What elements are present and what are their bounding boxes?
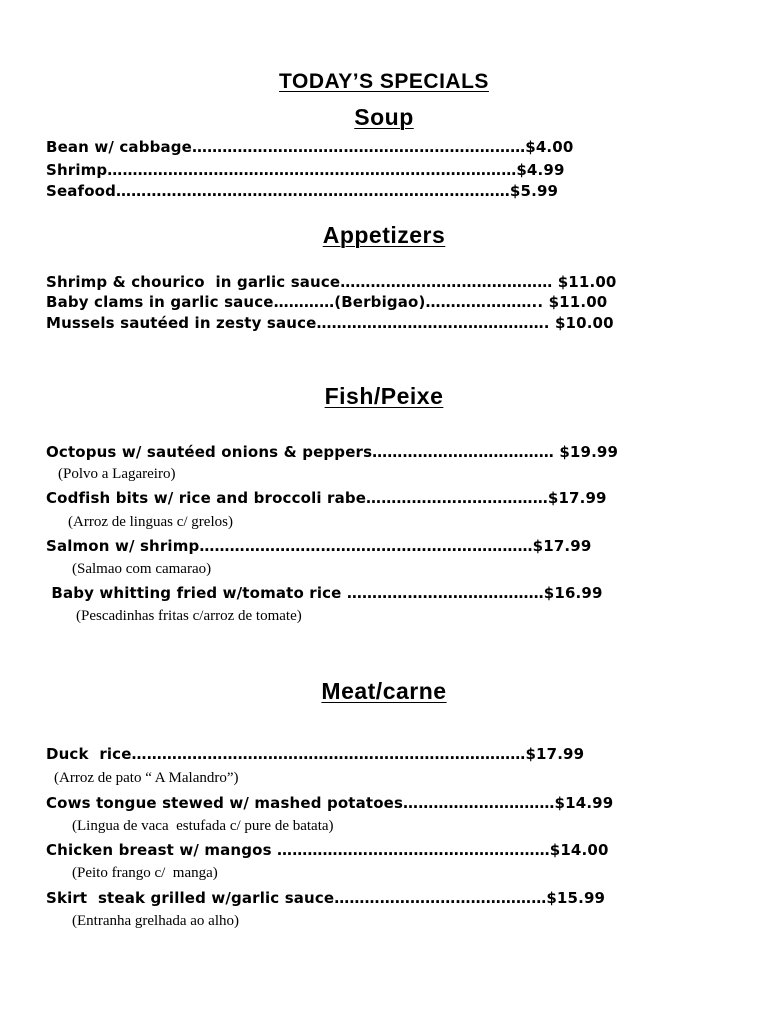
menu-item: Mussels sautéed in zesty sauce………………………………………. $10.00 (46, 314, 614, 332)
menu-item: Octopus w/ sautéed onions & peppers……………………………… $19.99 (46, 443, 619, 461)
menu-item-translation: (Peito frango c/ manga) (72, 865, 218, 881)
menu-item-translation: (Polvo a Lagareiro) (58, 466, 176, 482)
menu-item: Shrimp………………………………………………………………………$4.99 (46, 161, 565, 179)
menu-item: Shrimp & chourico in garlic sauce…………………………………… $11.00 (46, 273, 617, 291)
page-title: TODAY’S SPECIALS (279, 70, 489, 93)
menu-item-translation: (Salmao com camarao) (72, 561, 212, 577)
menu-item: Salmon w/ shrimp…………………………………………………………$17.99 (46, 537, 592, 555)
menu-item: Seafood……………………………………………………………………$5.99 (46, 182, 559, 200)
menu-item: Codfish bits w/ rice and broccoli rabe………………………………$17.99 (46, 489, 607, 507)
menu-item: Baby whitting fried w/tomato rice …………………………………$16.99 (46, 584, 603, 602)
section-heading-fish: Fish/Peixe (324, 383, 444, 409)
menu-item: Cows tongue stewed w/ mashed potatoes…………………………$14.99 (46, 794, 614, 812)
section-heading-appetizers: Appetizers (322, 222, 446, 248)
menu-item: Bean w/ cabbage…………………………………………………………$4.00 (46, 138, 574, 156)
menu-item: Skirt steak grilled w/garlic sauce……………………………………$15.99 (46, 889, 606, 907)
menu-item-translation: (Arroz de pato “ A Malandro”) (54, 770, 239, 786)
section-heading-soup: Soup (354, 104, 414, 130)
menu-item: Baby clams in garlic sauce…………(Berbigao)………………….. $11.00 (46, 293, 608, 311)
menu-item-translation: (Entranha grelhada ao alho) (72, 913, 239, 929)
menu-item-translation: (Arroz de linguas c/ grelos) (68, 514, 233, 530)
menu-item-translation: (Pescadinhas fritas c/arroz de tomate) (76, 608, 302, 624)
section-heading-meat: Meat/carne (321, 678, 447, 704)
menu-item: Duck rice……………………………………………………………………$17.99 (46, 745, 585, 763)
menu-item-translation: (Lingua de vaca estufada c/ pure de batata) (72, 818, 334, 834)
menu-item: Chicken breast w/ mangos ………………………………………………$14.00 (46, 841, 609, 859)
